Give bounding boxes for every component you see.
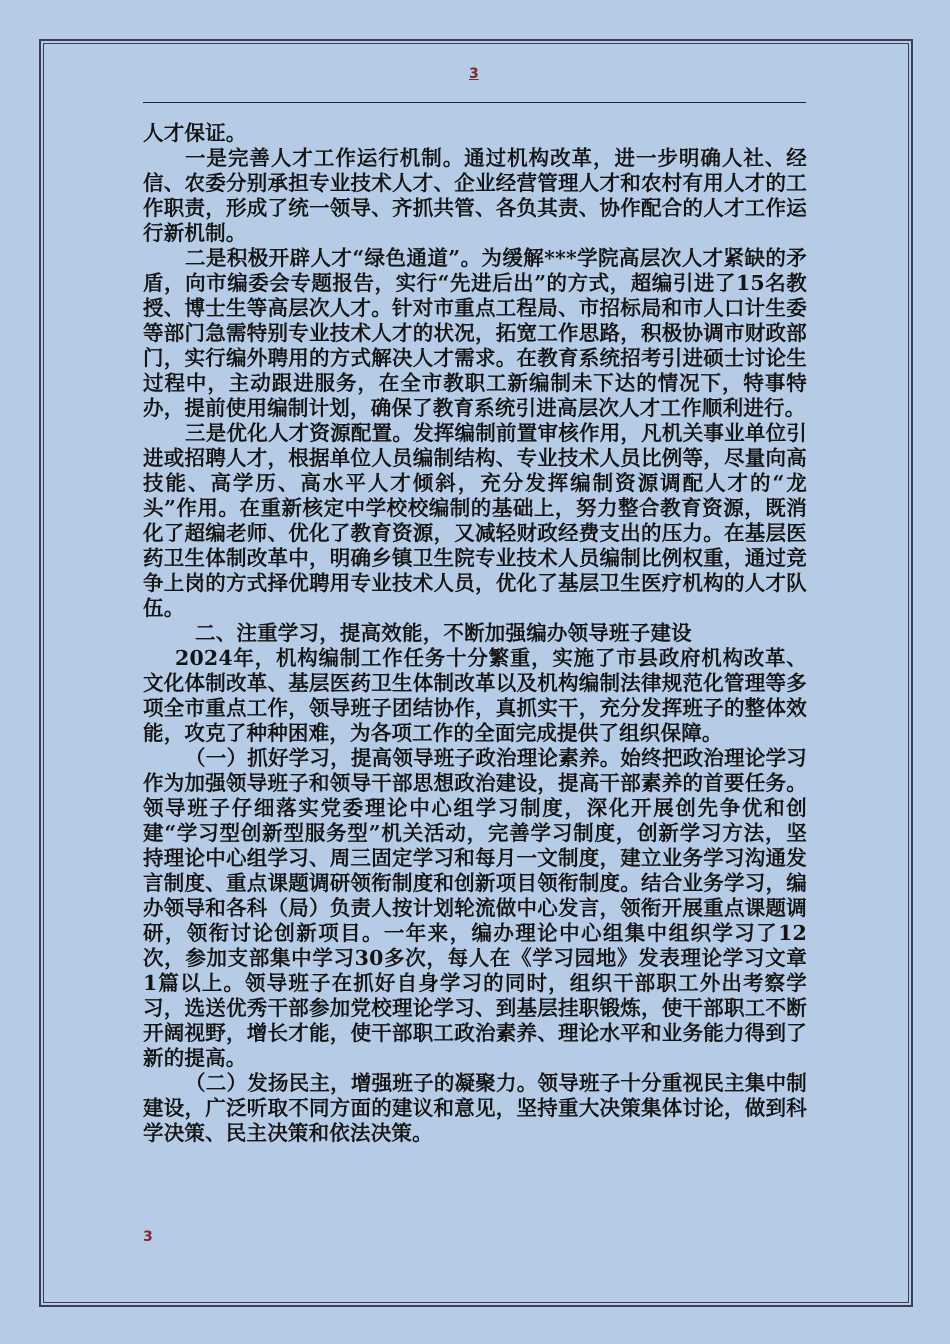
header-page-number: 3: [469, 66, 479, 82]
paragraph-continuation: 人才保证。: [143, 121, 247, 145]
paragraph-resource-allocation: 三是优化人才资源配置。发挥编制前置审核作用，凡机关事业单位引进或招聘人才，根据单位人员编制结构、专业技术人员比例等，尽量向高技能、高学历、高水平人才倾斜，充分发挥编制资源调配人才的“龙头”作用。在重新核定中学校校编制的基础上，努力整合教育资源，既消化了超编老师、优化了教育资源，又减轻财政经费支出的压力。在基层医药卫生体制改革中，明确乡镇卫生院专业技术人员编制比例权重，通过竞争上岗的方式择优聘用专业技术人员，优化了基层卫生医疗机构的人才队伍。: [143, 421, 807, 620]
footer-page-number: 3: [143, 1229, 153, 1245]
paragraph-green-channel: 二是积极开辟人才“绿色通道”。为缓解***学院高层次人才紧缺的矛盾，向市编委会专题报告，实行“先进后出”的方式，超编引进了15名教授、博士生等高层次人才。针对市重点工程局、市招标局和市人口计生委等部门急需特别专业技术人才的状况，拓宽工作思路，积极协调市财政部门，实行编外聘用的方式解决人才需求。在教育系统招考引进硕士讨论生过程中，主动跟进服务，在全市教职工新编制未下达的情况下，特事特办，提前使用编制计划，确保了教育系统引进高层次人才工作顺利进行。: [143, 246, 807, 420]
paragraph-democracy: （二）发扬民主，增强班子的凝聚力。领导班子十分重视民主集中制建设，广泛听取不同方面的建议和意见，坚持重大决策集体讨论，做到科学决策、民主决策和依法决策。: [143, 1071, 807, 1145]
paragraph-2024-overview: 2024年，机构编制工作任务十分繁重，实施了市县政府机构改革、文化体制改革、基层医药卫生体制改革以及机构编制法律规范化管理等多项全市重点工作，领导班子团结协作，真抓实干，充分发挥班子的整体效能，攻克了种种困难，为各项工作的全面完成提供了组织保障。: [143, 646, 807, 745]
paragraph-study: （一）抓好学习，提高领导班子政治理论素养。始终把政治理论学习作为加强领导班子和领导干部思想政治建设，提高干部素养的首要任务。领导班子仔细落实党委理论中心组学习制度，深化开展创先争优和创建“学习型创新型服务型”机关活动，完善学习制度，创新学习方法，坚持理论中心组学习、周三固定学习和每月一文制度，建立业务学习沟通发言制度、重点课题调研领衔制度和创新项目领衔制度。结合业务学习，编办领导和各科（局）负责人按计划轮流做中心发言，领衔开展重点课题调研，领衔讨论创新项目。一年来，编办理论中心组集中组织学习了12次，参加支部集中学习30多次，每人在《学习园地》发表理论学习文章1篇以上。领导班子在抓好自身学习的同时，组织干部职工外出考察学习，选送优秀干部参加党校理论学习、到基层挂职锻炼，使干部职工不断开阔视野，增长才能，使干部职工政治素养、理论水平和业务能力得到了新的提高。: [143, 746, 807, 1070]
header-divider: [143, 102, 806, 103]
section-heading: 二、注重学习，提高效能，不断加强编办领导班子建设: [195, 621, 692, 645]
paragraph-mechanism: 一是完善人才工作运行机制。通过机构改革，进一步明确人社、经信、农委分别承担专业技术人才、企业经营管理人才和农村有用人才的工作职责，形成了统一领导、齐抓共管、各负其责、协作配合的人才工作运行新机制。: [143, 146, 807, 245]
document-body: [143, 121, 807, 1146]
